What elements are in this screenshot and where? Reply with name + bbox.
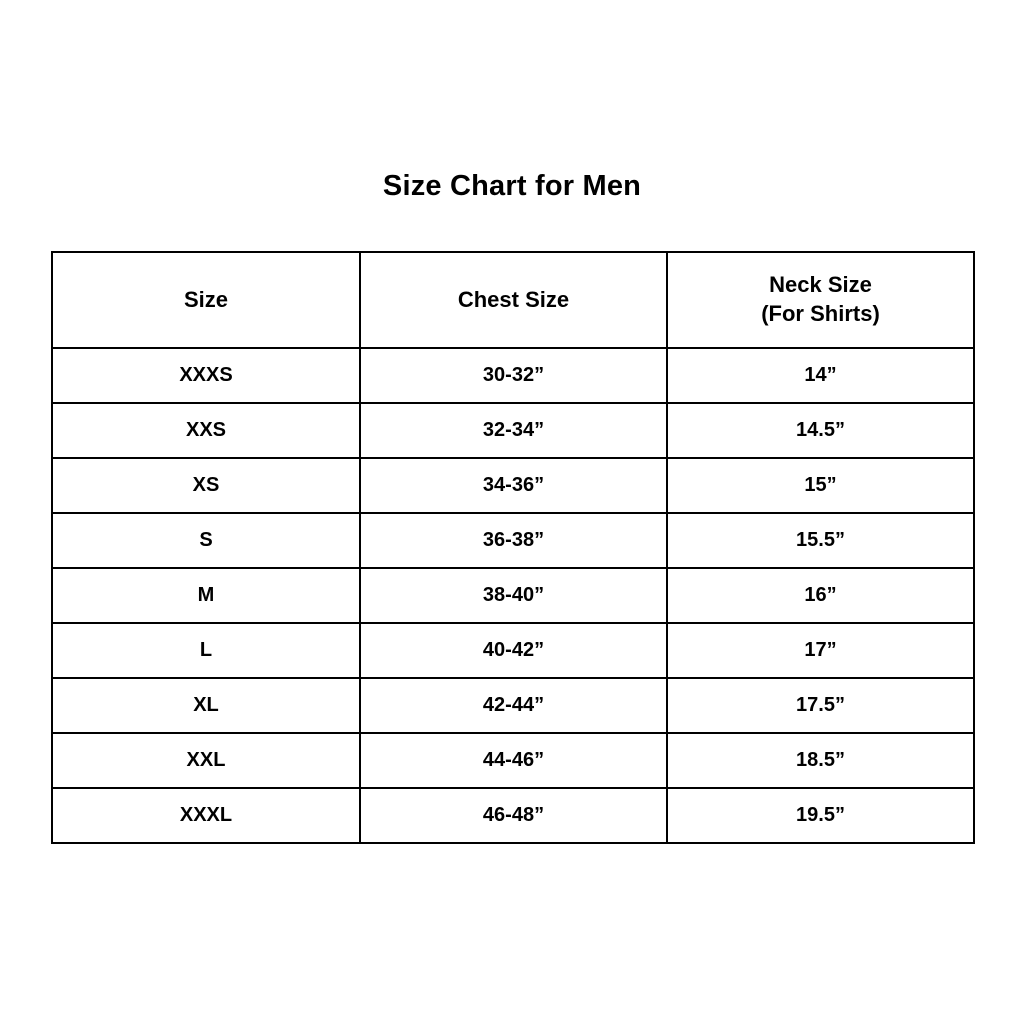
table-row [52, 623, 974, 678]
cell-chest: 36-38” [360, 513, 667, 568]
cell-neck: 18.5” [667, 733, 974, 788]
cell-chest: 44-46” [360, 733, 667, 788]
cell-neck: 14.5” [667, 403, 974, 458]
column-header-neck [667, 252, 974, 348]
cell-size: XS [52, 458, 360, 513]
table-row [52, 678, 974, 733]
cell-size: XXXL [52, 788, 360, 843]
cell-chest: 38-40” [360, 568, 667, 623]
cell-neck: 15.5” [667, 513, 974, 568]
column-header-neck-sublabel: (For Shirts) [761, 301, 880, 326]
cell-size: L [52, 623, 360, 678]
cell-size: S [52, 513, 360, 568]
column-header-chest [360, 252, 667, 348]
table-row [52, 348, 974, 403]
cell-chest: 42-44” [360, 678, 667, 733]
cell-size: XXS [52, 403, 360, 458]
cell-chest: 34-36” [360, 458, 667, 513]
cell-size: M [52, 568, 360, 623]
column-header-size-label: Size [183, 286, 229, 312]
table-body [52, 348, 974, 843]
page-title: Size Chart for Men [382, 170, 642, 202]
cell-size: XXXS [52, 348, 360, 403]
column-header-neck-label: Neck Size [769, 272, 872, 298]
table-row [52, 403, 974, 458]
cell-neck: 17” [667, 623, 974, 678]
table-row [52, 458, 974, 513]
cell-chest: 30-32” [360, 348, 667, 403]
table-row [52, 513, 974, 568]
table-header-row [52, 252, 974, 348]
cell-size: XXL [52, 733, 360, 788]
table-row [52, 788, 974, 843]
cell-chest: 32-34” [360, 403, 667, 458]
cell-neck: 14” [667, 348, 974, 403]
cell-neck: 15” [667, 458, 974, 513]
cell-neck: 17.5” [667, 678, 974, 733]
cell-chest: 40-42” [360, 623, 667, 678]
size-table-container [51, 251, 973, 844]
size-table [51, 251, 975, 844]
cell-neck: 16” [667, 568, 974, 623]
table-row [52, 733, 974, 788]
cell-neck: 19.5” [667, 788, 974, 843]
cell-size: XL [52, 678, 360, 733]
table-header [52, 252, 974, 348]
cell-chest: 46-48” [360, 788, 667, 843]
column-header-size [52, 252, 360, 348]
column-header-chest-label: Chest Size [457, 286, 570, 312]
table-row [52, 568, 974, 623]
